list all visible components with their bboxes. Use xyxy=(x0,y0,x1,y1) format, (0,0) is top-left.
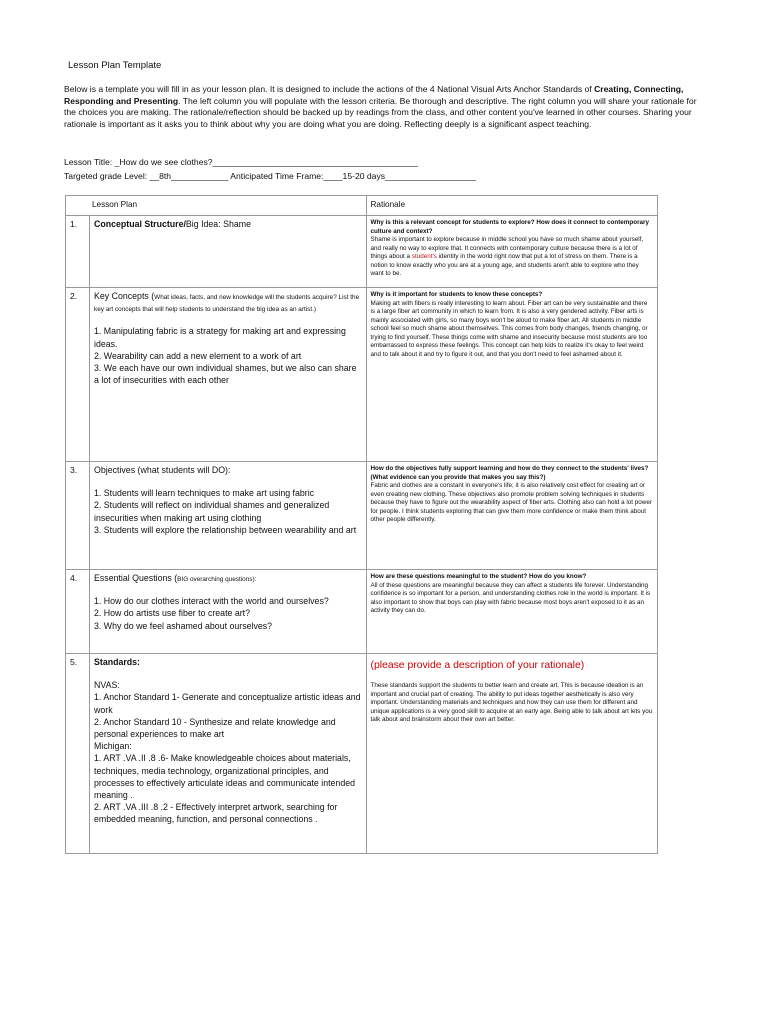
list-item: NVAS: xyxy=(94,680,120,691)
rationale-question: How are these questions meaningful to the student? How do you know? xyxy=(370,573,587,580)
list-item: 1. ART .VA .II .8 .6- Make knowledgeable choices about materials, techniques, media technology, organizational principles, and processes to effectively articulate ideas and communicate intended meaning . xyxy=(94,753,355,801)
header-rationale: Rationale xyxy=(366,196,658,216)
intro-standards-bold: Creating, Connecting, Responding and Presenting xyxy=(64,84,684,106)
row-number: 2. xyxy=(66,288,90,462)
row-number: 4. xyxy=(66,570,90,654)
objectives-label: Objectives (what students will DO): xyxy=(94,465,231,475)
row-rationale-cell xyxy=(366,288,658,462)
table-header-row xyxy=(66,196,658,216)
list-item: 1. Students will learn techniques to make art using fabric xyxy=(94,488,315,499)
key-concepts-label: Key Concepts ( xyxy=(94,291,155,301)
rationale-answer: Making art with fibers is really interesting to learn about. Fiber art can be very sustainable and there is a large fiber art community in which to learn from. It is also a very gendered activity. Fiber arts is mainly associated with girls, so many boys won't be aloud to make fiber art. All students in middle school feel so much shame about themselves. This comes from body changes, friends changing, or trying to find yourself. These things come with shame and insecurity because most students are too embarrassed to express these feelings. This concept can help kids to realize it's okay to feel weird and to talk about it and try to figure it out, and that you don't need to feel ashamed about it. xyxy=(370,299,648,358)
conceptual-structure-label: Conceptual Structure/ xyxy=(94,219,186,229)
row-rationale-cell xyxy=(366,654,658,854)
list-item: 2. Anchor Standard 10 - Synthesize and relate knowledge and personal experiences to make art xyxy=(94,716,336,740)
list-item: 3. We each have our own individual shames, but we also can share a lot of insecurities with each other xyxy=(94,363,357,386)
table-row xyxy=(66,654,658,854)
intro-text-1: Below is a template you will fill in as your lesson plan. It is designed to include the actions of the 4 National Visual Arts Anchor Standards of xyxy=(64,84,595,94)
row-rationale-cell xyxy=(366,216,658,288)
standards-label: Standards: xyxy=(94,657,140,667)
rationale-answer: These standards support the students to better learn and create art. This is because ideation is an important and crucial part of creating. The ability to put ideas together aesthetically is also very important. Understanding materials and techniques and how they can use them for different and unique applications is a very good skill to acquire at an early age. Being able to talk about art lets you talk about and brainstorm about their own art better. xyxy=(370,682,653,723)
key-concepts-hint: What ideas, facts, and new knowledge will the students acquire? List the key art concepts that will help students to understand the big idea as an artist.) xyxy=(94,294,360,314)
lesson-title-line: Lesson Title: _How do we see clothes?___________________________________________ xyxy=(64,157,419,167)
list-item: 1. How do our clothes interact with the world and ourselves? xyxy=(94,596,329,607)
list-item: 1. Anchor Standard 1- Generate and conceptualize artistic ideas and work xyxy=(94,692,361,715)
list-item: 2. How do artists use fiber to create art? xyxy=(94,608,251,619)
rationale-answer-part1: Shame is important to explore because in middle school you have so much shame about yourself, and really no way to explore that. It connects with contemporary culture because there is a lot of things about a xyxy=(370,236,644,260)
lesson-plan-table xyxy=(65,195,658,854)
list-item: Michigan: xyxy=(94,741,132,752)
row-number: 5. xyxy=(66,654,90,854)
list-item: 3. Students will explore the relationship between wearability and art xyxy=(94,524,357,535)
list-item: 2. Students will reflect on individual shames and generalized insecurities when making art using clothing xyxy=(94,500,330,523)
header-lesson-plan: Lesson Plan xyxy=(66,196,367,216)
essential-questions-label: Essential Questions ( xyxy=(94,573,178,583)
rationale-answer: Fabric and clothes are a constant in everyone's life; it is also relatively cost effect for creating art or even creating new clothing. These objectives also promote problem solving techniques in students because they have to figure out the wearability aspect of fiber arts. Clothing also can hold a lot power for people. I think students exploring that can give them more confidence or make them think about other people differently. xyxy=(370,482,652,523)
table-row xyxy=(66,462,658,570)
table-row xyxy=(66,288,658,462)
essential-questions-hint: BIG overarching questions): xyxy=(177,576,257,583)
row-number: 1. xyxy=(66,216,90,288)
list-item: 1. Manipulating fabric is a strategy for making art and expressing ideas. xyxy=(94,326,346,349)
rationale-question: How do the objectives fully support learning and how do they connect to the students' lives? (What evidence can you provide that makes you say this?) xyxy=(370,465,649,481)
intro-text-2: . The left column you will populate with the lesson criteria. Be thorough and descriptive. The right column you will share your rationale for the choices you are making. The rationale/reflection should be backed up by readings from the class, and other content you've learned in other courses. Sharing your rationale is important as it asks you to think about why you are doing what you are doing. Reflecting deeply is a significant aspect teaching. xyxy=(64,95,697,129)
list-item: 2. Wearability can add a new element to a work of art xyxy=(94,350,302,361)
grade-timeframe-line: Targeted grade Level: __8th____________ Anticipated Time Frame:____15-20 days___________________ xyxy=(64,171,476,181)
rationale-answer: All of these questions are meaningful because they can affect a students life forever. Understanding confidence is so important for a person, and understanding clothes role in the world is important. It is also important to show that boys can play with fabric because most boys aren't exposed to it as an activity they can do. xyxy=(370,581,651,614)
rationale-answer-part2: identity in the world right now that put a lot of stress on them. There is a notion to know exactly who you are at a young age, and students aren't able to explore who they want to be. xyxy=(370,253,639,277)
document-title: Lesson Plan Template xyxy=(68,60,162,71)
table-row xyxy=(66,570,658,654)
row-rationale-cell xyxy=(366,570,658,654)
row-rationale-cell xyxy=(366,462,658,570)
intro-paragraph xyxy=(64,84,704,130)
row-lesson-cell xyxy=(90,288,366,462)
list-item: 2. ART .VA .III .8 .2 - Effectively interpret artwork, searching for embedded meaning, function, and personal connections . xyxy=(94,802,338,825)
row-lesson-cell xyxy=(90,570,366,654)
table-row xyxy=(66,216,658,288)
list-item: 3. Why do we feel ashamed about ourselves? xyxy=(94,620,273,631)
row-lesson-cell xyxy=(90,216,366,288)
rationale-question: Why is it important for students to know these concepts? xyxy=(370,291,543,298)
rationale-question: Why is this a relevant concept for students to explore? How does it connect to contemporary culture and context? xyxy=(370,219,650,235)
big-idea-text: Big Idea: Shame xyxy=(185,219,251,229)
rationale-red-note: (please provide a description of your rationale) xyxy=(370,660,585,671)
row-number: 3. xyxy=(66,462,90,570)
rationale-red-word: student's xyxy=(411,253,437,260)
row-lesson-cell xyxy=(90,654,366,854)
row-lesson-cell xyxy=(90,462,366,570)
